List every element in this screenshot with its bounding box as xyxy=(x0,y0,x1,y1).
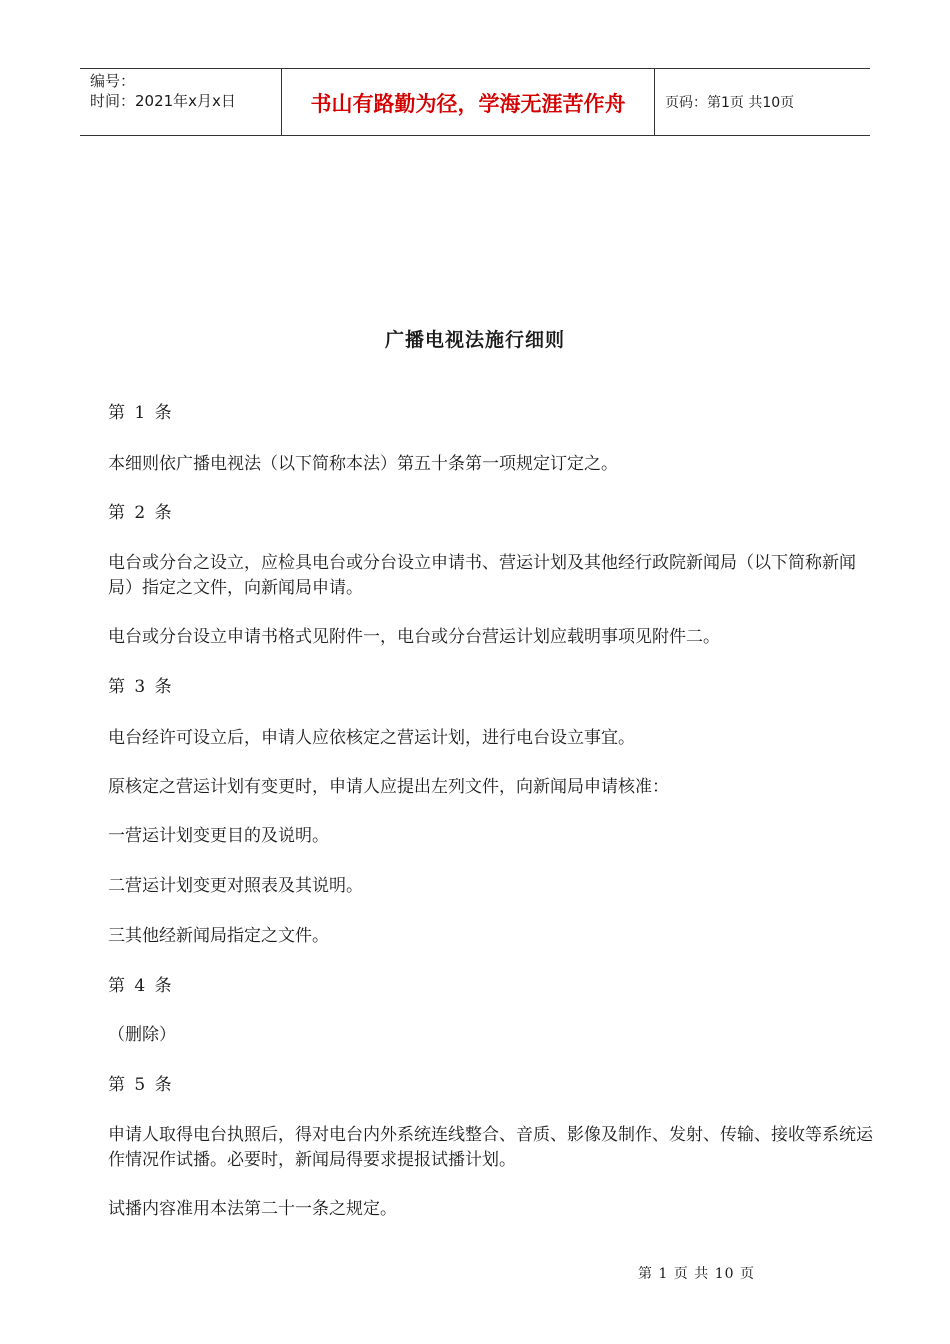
header-motto: 书山有路勤为径，学海无涯苦作舟 xyxy=(282,69,655,135)
list-item: 三其他经新闻局指定之文件。 xyxy=(108,926,329,946)
article-heading: 第 1 条 xyxy=(108,403,174,423)
body-paragraph: 电台经许可设立后，申请人应依核定之营运计划，进行电台设立事宜。 xyxy=(108,728,635,748)
article-heading: 第 5 条 xyxy=(108,1075,174,1095)
header-meta-cell xyxy=(80,69,282,135)
document-number-label: 编号： xyxy=(90,72,136,90)
body-paragraph: 本细则依广播电视法（以下简称本法）第五十条第一项规定订定之。 xyxy=(108,454,618,474)
document-title: 广播电视法施行细则 xyxy=(384,329,565,351)
body-paragraph: 电台或分台之设立，应检具电台或分台设立申请书、营运计划及其他经行政院新闻局（以下简称新闻局）指定之文件，向新闻局申请。 xyxy=(108,553,856,598)
body-paragraph: 原核定之营运计划有变更时，申请人应提出左列文件，向新闻局申请核准： xyxy=(108,777,669,797)
body-paragraph: 试播内容准用本法第二十一条之规定。 xyxy=(108,1199,397,1219)
body-paragraph: 电台或分台设立申请书格式见附件一，电台或分台营运计划应载明事项见附件二。 xyxy=(108,627,720,647)
article-heading: 第 4 条 xyxy=(108,976,174,996)
list-item: 二营运计划变更对照表及其说明。 xyxy=(108,876,363,896)
article-heading: 第 2 条 xyxy=(108,503,174,523)
document-header xyxy=(80,68,870,136)
body-paragraph: （删除） xyxy=(108,1025,176,1045)
document-date-label: 时间：2021年x月x日 xyxy=(90,92,236,110)
article-heading: 第 3 条 xyxy=(108,677,174,697)
list-item: 一营运计划变更目的及说明。 xyxy=(108,826,329,846)
body-paragraph: 申请人取得电台执照后，得对电台内外系统连线整合、音质、影像及制作、发射、传输、接收等系统运作情况作试播。必要时，新闻局得要求提报试播计划。 xyxy=(108,1125,873,1170)
header-page-info: 页码：第1页 共10页 xyxy=(665,95,795,111)
page-footer: 第 1 页 共 10 页 xyxy=(638,1266,755,1282)
